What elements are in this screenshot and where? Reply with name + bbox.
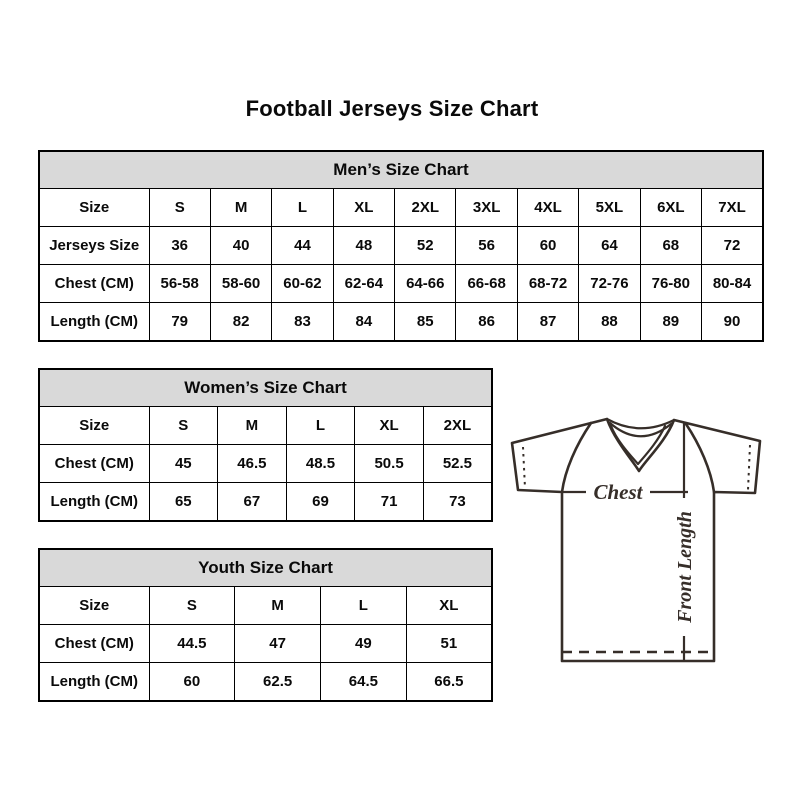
data-cell: XL xyxy=(333,189,394,227)
data-cell: 7XL xyxy=(702,189,763,227)
right-armhole-seam xyxy=(686,424,714,492)
table-row xyxy=(39,663,492,702)
mens-size-table-title: Men’s Size Chart xyxy=(39,151,763,189)
data-cell: 71 xyxy=(355,483,424,522)
data-cell: M xyxy=(235,587,321,625)
data-cell: S xyxy=(149,189,210,227)
data-cell: 58-60 xyxy=(210,265,271,303)
youth-size-table xyxy=(38,548,493,702)
data-cell: 64 xyxy=(579,227,640,265)
data-cell: 72-76 xyxy=(579,265,640,303)
data-cell: 2XL xyxy=(395,189,456,227)
data-cell: 46.5 xyxy=(218,445,287,483)
jersey-outline xyxy=(512,419,760,661)
data-cell: 68 xyxy=(640,227,701,265)
data-cell: 44 xyxy=(272,227,333,265)
table-row xyxy=(39,303,763,342)
row-header-cell: Length (CM) xyxy=(39,663,149,702)
data-cell: M xyxy=(218,407,287,445)
page-title: Football Jerseys Size Chart xyxy=(245,96,539,121)
data-cell: L xyxy=(286,407,355,445)
mens-size-table xyxy=(38,150,764,342)
data-cell: 56-58 xyxy=(149,265,210,303)
row-header-cell: Jerseys Size xyxy=(39,227,149,265)
data-cell: 68-72 xyxy=(517,265,578,303)
data-cell: 51 xyxy=(406,625,492,663)
table-row xyxy=(39,625,492,663)
data-cell: 86 xyxy=(456,303,517,342)
data-cell: 60 xyxy=(149,663,235,702)
data-cell: 84 xyxy=(333,303,394,342)
data-cell: 48 xyxy=(333,227,394,265)
row-header-cell: Chest (CM) xyxy=(39,445,149,483)
table-row xyxy=(39,407,492,445)
data-cell: 89 xyxy=(640,303,701,342)
data-cell: 52 xyxy=(395,227,456,265)
data-cell: 65 xyxy=(149,483,218,522)
chest-label: Chest xyxy=(593,480,643,504)
data-cell: 40 xyxy=(210,227,271,265)
data-cell: 80-84 xyxy=(702,265,763,303)
data-cell: 52.5 xyxy=(423,445,492,483)
row-header-cell: Size xyxy=(39,407,149,445)
data-cell: 2XL xyxy=(423,407,492,445)
data-cell: XL xyxy=(406,587,492,625)
data-cell: 3XL xyxy=(456,189,517,227)
table-row xyxy=(39,227,763,265)
data-cell: 66-68 xyxy=(456,265,517,303)
womens-size-table-title: Women’s Size Chart xyxy=(39,369,492,407)
row-header-cell: Size xyxy=(39,587,149,625)
data-cell: XL xyxy=(355,407,424,445)
left-cuff-dotted-line xyxy=(523,447,525,488)
data-cell: S xyxy=(149,587,235,625)
data-cell: M xyxy=(210,189,271,227)
table-row xyxy=(39,265,763,303)
data-cell: 5XL xyxy=(579,189,640,227)
data-cell: 64-66 xyxy=(395,265,456,303)
left-armhole-seam xyxy=(562,423,591,492)
data-cell: 64.5 xyxy=(321,663,407,702)
table-row xyxy=(39,189,763,227)
row-header-cell: Length (CM) xyxy=(39,483,149,522)
data-cell: 49 xyxy=(321,625,407,663)
data-cell: 44.5 xyxy=(149,625,235,663)
data-cell: 56 xyxy=(456,227,517,265)
row-header-cell: Size xyxy=(39,189,149,227)
data-cell: S xyxy=(149,407,218,445)
front-length-label: Front Length xyxy=(674,511,696,623)
data-cell: 62-64 xyxy=(333,265,394,303)
youth-size-table-title: Youth Size Chart xyxy=(39,549,492,587)
data-cell: 90 xyxy=(702,303,763,342)
data-cell: 67 xyxy=(218,483,287,522)
jersey-illustration xyxy=(494,400,784,675)
data-cell: 4XL xyxy=(517,189,578,227)
data-cell: 48.5 xyxy=(286,445,355,483)
data-cell: 72 xyxy=(702,227,763,265)
data-cell: L xyxy=(321,587,407,625)
data-cell: L xyxy=(272,189,333,227)
table-row xyxy=(39,483,492,522)
right-cuff-dotted-line xyxy=(748,445,750,490)
data-cell: 45 xyxy=(149,445,218,483)
row-header-cell: Chest (CM) xyxy=(39,265,149,303)
row-header-cell: Chest (CM) xyxy=(39,625,149,663)
jersey-measurement-diagram xyxy=(494,400,784,675)
data-cell: 66.5 xyxy=(406,663,492,702)
data-cell: 82 xyxy=(210,303,271,342)
data-cell: 69 xyxy=(286,483,355,522)
data-cell: 60 xyxy=(517,227,578,265)
data-cell: 79 xyxy=(149,303,210,342)
table-row xyxy=(39,445,492,483)
data-cell: 73 xyxy=(423,483,492,522)
data-cell: 76-80 xyxy=(640,265,701,303)
data-cell: 83 xyxy=(272,303,333,342)
data-cell: 60-62 xyxy=(272,265,333,303)
data-cell: 50.5 xyxy=(355,445,424,483)
data-cell: 62.5 xyxy=(235,663,321,702)
data-cell: 88 xyxy=(579,303,640,342)
row-header-cell: Length (CM) xyxy=(39,303,149,342)
womens-size-table xyxy=(38,368,493,522)
table-row xyxy=(39,587,492,625)
data-cell: 47 xyxy=(235,625,321,663)
data-cell: 6XL xyxy=(640,189,701,227)
data-cell: 36 xyxy=(149,227,210,265)
data-cell: 87 xyxy=(517,303,578,342)
data-cell: 85 xyxy=(395,303,456,342)
